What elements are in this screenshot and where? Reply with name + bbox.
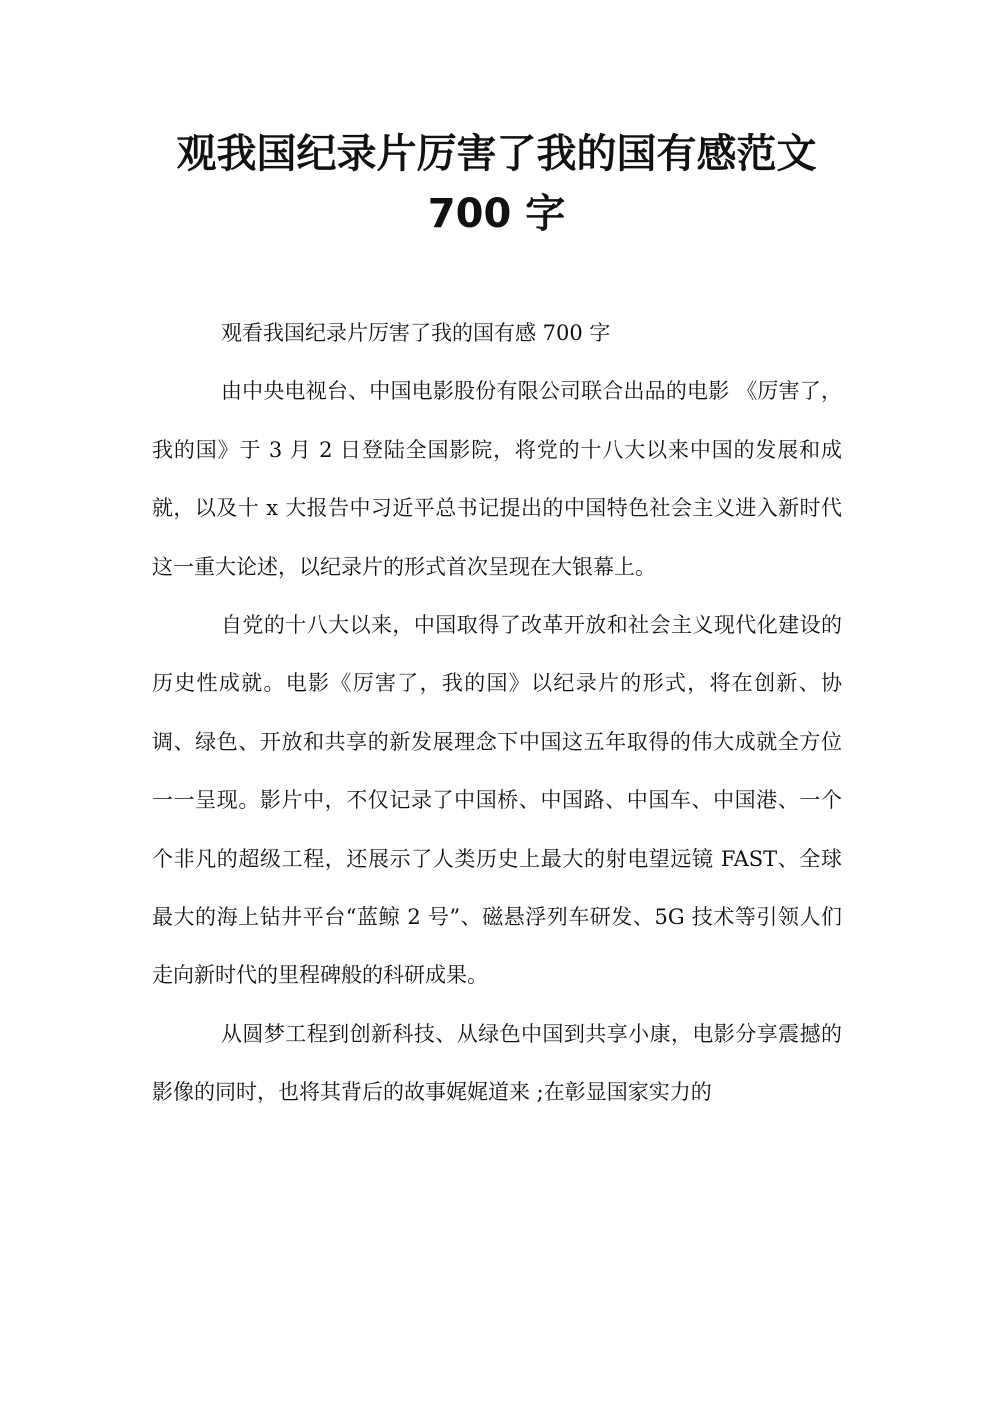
document-title-line-2: 700 字 (427, 191, 566, 237)
paragraph: 自党的十八大以来，中国取得了改革开放和社会主义现代化建设的历史性成就。电影《厉害了，我的国》以纪录片的形式，将在创新、协调、绿色、开放和共享的新发展理念下中国这五年取得的伟大成就全方位一一呈现。影片中，不仅记录了中国桥、中国路、中国车、中国港、一个个非凡的超级工程，还展示了人类历史上最大的射电望远镜 FAST、全球最大的海上钻井平台“蓝鲸 2 号”、磁悬浮列车研发、5G 技术等引领人们走向新时代的里程碑般的科研成果。 (152, 613, 842, 988)
document-body (152, 304, 842, 1122)
paragraph: 由中央电视台、中国电影股份有限公司联合出品的电影 《厉害了，我的国》于 3 月 2 日登陆全国影院，将党的十八大以来中国的发展和成就，以及十 x 大报告中习近平总书记提出的中国特色社会主义进入新时代这一重大论述，以纪录片的形式首次呈现在大银幕上。 (152, 379, 842, 579)
paragraph: 从圆梦工程到创新科技、从绿色中国到共享小康，电影分享震撼的影像的同时，也将其背后的故事娓娓道来 ;在彰显国家实力的 (152, 1021, 842, 1105)
document-title-line-1: 观我国纪录片厉害了我的国有感范文 (176, 131, 817, 177)
paragraph-subtitle: 观看我国纪录片厉害了我的国有感 700 字 (221, 321, 611, 345)
